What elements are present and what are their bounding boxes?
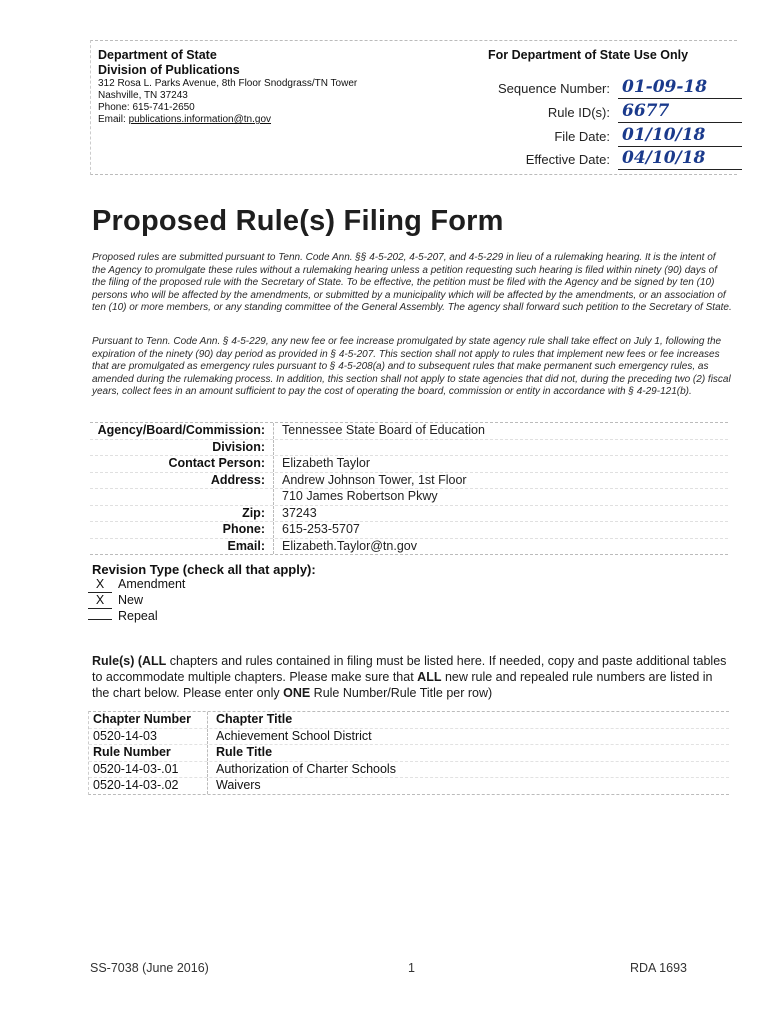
rules-intro-b: ALL — [142, 654, 167, 668]
rules-instructions — [92, 653, 732, 701]
sequence-number-row — [440, 78, 740, 98]
revision-repeal[interactable] — [88, 608, 158, 624]
phone-row — [90, 522, 728, 539]
department-city: Nashville, TN 37243 — [98, 90, 188, 101]
table-row — [89, 745, 729, 762]
rules-intro-d: ALL — [417, 670, 442, 684]
form-id: SS-7038 (June 2016) — [90, 961, 209, 975]
phone-label: Phone: — [90, 522, 274, 538]
table-row — [89, 762, 729, 779]
revision-new[interactable] — [88, 592, 143, 609]
zip-label: Zip: — [90, 506, 274, 522]
rules-table — [88, 711, 729, 795]
rules-intro-f: ONE — [283, 686, 311, 700]
contact-person-row — [90, 456, 728, 473]
table-row — [89, 778, 729, 794]
address-value-line1[interactable]: Andrew Johnson Tower, 1st Floor — [282, 472, 467, 487]
address-value-line2[interactable]: 710 James Robertson Pkwy — [282, 489, 438, 503]
use-only-title: For Department of State Use Only — [488, 48, 689, 62]
revision-amendment[interactable] — [88, 576, 185, 593]
rule-number-cell[interactable]: 0520-14-03-.02 — [89, 778, 208, 794]
department-email-line — [98, 114, 357, 126]
address-label: Address: — [90, 473, 274, 489]
revision-type-title: Revision Type (check all that apply): — [92, 562, 316, 577]
table-row — [89, 729, 729, 746]
division-name: Division of Publications — [98, 63, 240, 77]
rda-number: RDA 1693 — [630, 961, 687, 975]
sequence-number-label: Sequence Number: — [497, 81, 610, 96]
rule-title-cell[interactable]: Authorization of Charter Schools — [216, 761, 396, 776]
contact-person-label: Contact Person: — [90, 456, 274, 472]
phone-value[interactable]: 615-253-5707 — [282, 522, 360, 536]
rules-intro-a: Rule(s) ( — [92, 654, 142, 668]
department-email-link[interactable]: publications.information@tn.gov — [128, 114, 272, 125]
agency-info-table — [90, 422, 728, 555]
agency-row — [90, 423, 728, 440]
rule-title-header: Rule Title — [216, 745, 273, 759]
chapter-title-header: Chapter Title — [216, 712, 293, 726]
contact-person-value[interactable]: Elizabeth Taylor — [282, 456, 371, 470]
intro-paragraph: Proposed rules are submitted pursuant to Tenn. Code Ann. §§ 4-5-202, 4-5-207, and 4-5-229 in lieu of a rulemaking hearing. It is the intent of the Agency to promulgate these rules without a rulemaking hearing unless a petition requesting such hearing is filed within ninety (90) days of the filing of the proposed rule with the Secretary of State. To be effective, the petition must be filed with the Agency and be signed by ten (10) persons who will be affected by the amendments, or submitted by a municipality which will be affected by the amendments, or an association of ten (10) or more members, or any standing committee of the General Assembly. The agency shall forward such petition to the Secretary of State. — [92, 252, 732, 313]
rule-number-header: Rule Number — [89, 745, 208, 761]
effective-date-value: 04/10/18 — [618, 149, 742, 170]
email-value[interactable]: Elizabeth.Taylor@tn.gov — [282, 538, 417, 553]
agency-value[interactable]: Tennessee State Board of Education — [282, 423, 485, 437]
chapter-number-header: Chapter Number — [89, 712, 208, 728]
department-block — [98, 48, 357, 126]
new-checkmark[interactable]: X — [88, 592, 112, 609]
zip-value[interactable]: 37243 — [282, 505, 317, 520]
table-row — [89, 712, 729, 729]
file-date-label: File Date: — [554, 129, 610, 144]
department-name: Department of State — [98, 48, 217, 62]
department-phone: Phone: 615-741-2650 — [98, 102, 195, 113]
rule-title-cell[interactable]: Waivers — [216, 778, 261, 792]
email-label-cell: Email: — [90, 539, 274, 555]
fee-paragraph: Pursuant to Tenn. Code Ann. § 4-5-229, any new fee or fee increase promulgated by state agency rule shall take effect on July 1, following the expiration of the ninety (90) day period as provided in § 4-5-207. This section shall not apply to rules that implement new fees or fee increases that are promulgated as emergency rules pursuant to § 4-5-208(a) and to subsequent rules that make permanent such emergency rules, as amended during the rulemaking process. In addition, this section shall not apply to state agencies that did not, during the preceding two (2) fiscal years, collect fees in an amount sufficient to pay the cost of operating the board, commission or entity in accordance with § 4-29-121(b). — [92, 336, 731, 397]
division-label: Division: — [90, 440, 274, 456]
address-row-2 — [90, 489, 728, 506]
rule-id-row — [440, 102, 740, 122]
division-value[interactable] — [274, 440, 282, 456]
address-row — [90, 473, 728, 490]
address-label-2 — [90, 489, 274, 505]
rule-id-label: Rule ID(s): — [547, 105, 610, 120]
rules-intro-e: new rule and repealed rule numbers are listed in the chart below. Please enter only — [92, 670, 713, 700]
email-label: Email: — [98, 114, 129, 125]
effective-date-label: Effective Date: — [525, 152, 610, 167]
repeal-label: Repeal — [118, 609, 158, 623]
rules-intro-c: chapters and rules contained in filing must be listed here. If needed, copy and paste additional tables to accommodate multiple chapters. Please make sure that — [92, 654, 727, 684]
sequence-number-value: 01-09-18 — [618, 78, 742, 99]
rule-id-value: 6677 — [618, 102, 742, 123]
page-number: 1 — [408, 961, 415, 975]
rule-number-cell[interactable]: 0520-14-03-.01 — [89, 762, 208, 778]
amendment-checkmark[interactable]: X — [88, 576, 112, 593]
department-address: 312 Rosa L. Parks Avenue, 8th Floor Snodgrass/TN Tower — [98, 78, 358, 89]
repeal-checkmark[interactable] — [88, 619, 112, 620]
rules-intro-g: Rule Number/Rule Title per row) — [310, 686, 493, 700]
file-date-row — [440, 126, 740, 146]
zip-row — [90, 506, 728, 523]
chapter-title-cell[interactable]: Achievement School District — [216, 728, 372, 743]
email-row — [90, 539, 728, 555]
amendment-label: Amendment — [118, 577, 186, 591]
agency-label: Agency/Board/Commission: — [90, 423, 274, 439]
file-date-value: 01/10/18 — [618, 126, 742, 147]
effective-date-row — [440, 149, 740, 169]
new-label: New — [118, 593, 144, 607]
division-row — [90, 440, 728, 457]
page-title: Proposed Rule(s) Filing Form — [92, 205, 504, 237]
chapter-number-cell[interactable]: 0520-14-03 — [89, 729, 208, 745]
